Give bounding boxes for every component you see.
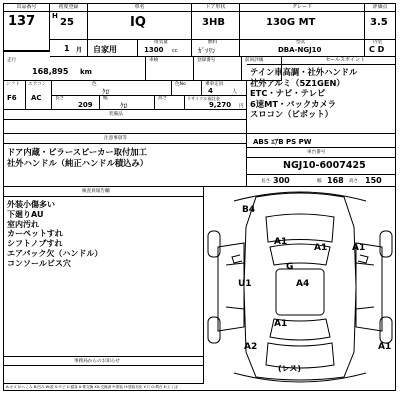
sales-point-box [247,57,395,134]
inspector-item: 外装小傷多い [7,200,55,209]
month-unit: 月 [76,47,83,54]
note-item: ドア内蔵・ピラースピーカー取付加工 [7,147,147,157]
sales-point-item: 6速MT・バックカメラ [250,98,337,109]
damage-a2: A2 [244,342,258,352]
grade: 130G MT [266,17,316,28]
sales-point-label: セールスポイント [247,57,395,65]
damage-diagram [204,187,395,384]
dim-height-label: 高さ [349,179,359,184]
prev-eval-label: 前回評価 [245,58,264,63]
doors: 3HB [202,17,225,28]
sales-point-item: 社外アルミ（5Z1GEN） [250,77,345,88]
inspector-item: エアパック欠（ハンドル） [7,248,103,258]
model-code: DBA-NGJ10 [278,46,322,54]
displacement-unit: cc [172,48,178,54]
ac-cell [26,81,52,110]
height-cell [155,96,185,110]
dim-height: 150 [365,176,382,185]
office-notice [4,366,204,384]
width: ｸﾛ [120,102,127,110]
ac: AC [31,94,42,102]
model-name: IQ [130,15,146,30]
inspector-item: 下廻りAU [7,209,44,219]
mileage-label: 走行 [7,58,17,63]
capacity-label: 乗車定員 [205,82,224,87]
equipment-header [4,110,247,120]
legend-footer: A:キズ U:へこみ B:凹み W:波 S:サビ C:腐食 X:要交換 XX:交換済 P:塗装 H:塗装劣化 Y:穴 G:飛石 E:えくぼ [6,385,178,389]
displacement-label: 排気量 [154,40,168,45]
damage-g: G [286,262,294,272]
width-cell [100,96,155,110]
damage-b4: B4 [242,205,256,215]
model-label: 車名 [88,4,191,12]
registration-label: 登録番号 [197,58,216,63]
year: 25 [60,17,74,28]
dim-width: 168 [327,176,344,185]
interior-cell [365,40,395,57]
inspector-item: カーペットすれ [7,229,63,239]
era: H [52,12,58,20]
damage-u1: U1 [238,279,252,289]
damage-res: (レス) [278,364,302,373]
recycle-cell [185,96,247,110]
equipment-cell [247,134,395,148]
fuel-label: 燃料 [208,40,218,45]
color: ｸﾛ [102,88,109,96]
chassis-cell [247,158,395,175]
shift-cell [4,81,26,110]
sales-point-item: ETC・ナビ・テレビ [250,88,326,98]
dim-width-label: 幅 [317,179,322,184]
capacity: 4 [208,87,213,95]
ac-label: エアコン [28,82,47,87]
color-code-cell [172,81,202,96]
equipment-blank [4,120,247,134]
usage-cell [88,40,138,57]
shift: F6 [7,94,17,102]
fuel-cell [192,40,240,57]
sales-point-item: スロコン（ピボット） [250,109,333,119]
office-header [4,357,204,366]
length-cell [52,96,100,110]
damage-a1-rear-right: A1 [378,342,392,352]
damage-a4: A4 [296,279,310,289]
capacity-cell [202,81,247,96]
damage-a1-front-right: A1 [314,243,328,253]
interior-label: 内装 [373,40,383,45]
inspection-label: 車検 [149,58,159,63]
displacement: 1300 [144,46,164,54]
inspector-item: シフトノブすれ [7,239,63,249]
displacement-cell [138,40,192,57]
usage: 自家用 [93,45,117,54]
chassis-label: 車台番号 [307,150,326,155]
month-cell [50,40,88,57]
model-cell [88,4,192,40]
chassis-number: NGJ10-6007425 [283,160,366,171]
notes-header [4,134,247,144]
mileage-unit: km [80,68,92,76]
inspector-header [4,187,204,197]
recycle-unit: 円 [239,104,244,109]
score-label: 評価点 [365,4,395,12]
length: 209 [78,101,93,109]
equipment-label: 装備品 [109,112,123,117]
lot-no: 137 [8,14,36,29]
seats-unit: 人 [232,89,238,95]
equipment: ABS ｴｱB PS PW [253,138,312,146]
damage-a1-rear: A1 [274,319,288,329]
inspector-item: 室内汚れ [7,219,39,229]
grade-label: グレード [240,4,364,12]
inspection-cell [146,57,194,81]
mileage: 168,895 [32,67,69,76]
length-label: 長さ [55,96,65,101]
sales-point-item: テイン車高調・社外ハンドル [250,67,358,77]
damage-a1-front-left: A1 [274,237,288,247]
score-cell [365,4,395,40]
auction-sheet [3,3,396,391]
dim-length-label: 長さ [261,179,271,184]
year-cell [50,4,88,40]
shift-label: シフト [6,82,20,87]
year-label: 初度登録 [50,4,87,12]
recycle: 9,270 [209,101,232,109]
office-label: 事務局からのお知らせ [74,359,120,364]
interior-grade: C D [369,45,385,54]
model-code-label: 型式 [296,40,306,45]
width-label: 幅 [103,96,108,101]
notes-cell [4,144,247,187]
height-label: 高さ [158,96,168,101]
fuel: ｶﾞｿﾘﾝ [198,47,216,55]
registration-cell [194,57,242,81]
grade-cell [240,4,365,40]
lot-no-cell [4,4,50,51]
mileage-cell [4,57,146,81]
chassis-header [247,148,395,158]
model-code-cell [240,40,365,57]
doors-cell [192,4,240,40]
notes-label: 注意事項等 [104,136,127,141]
inspector-item: コンソールビス穴 [7,258,71,268]
damage-a1-right: A1 [352,243,366,253]
lot-no-label: 出品番号 [4,4,49,12]
recycle-label: リサイクル預託金 [187,96,220,101]
month: 1 [64,44,70,53]
note-item: 社外ハンドル（純正ハンドル積込み） [7,157,149,168]
color-cell [52,81,172,96]
dim-length: 300 [273,176,290,185]
dims-cell [247,175,395,187]
color-code-label: 色No [175,82,186,87]
color-label: 色 [92,82,97,87]
score: 3.5 [370,17,388,28]
inspector-label: 検査員報告欄 [82,189,110,194]
doors-label: ドア形状 [192,4,239,12]
inspector-report [4,197,204,357]
